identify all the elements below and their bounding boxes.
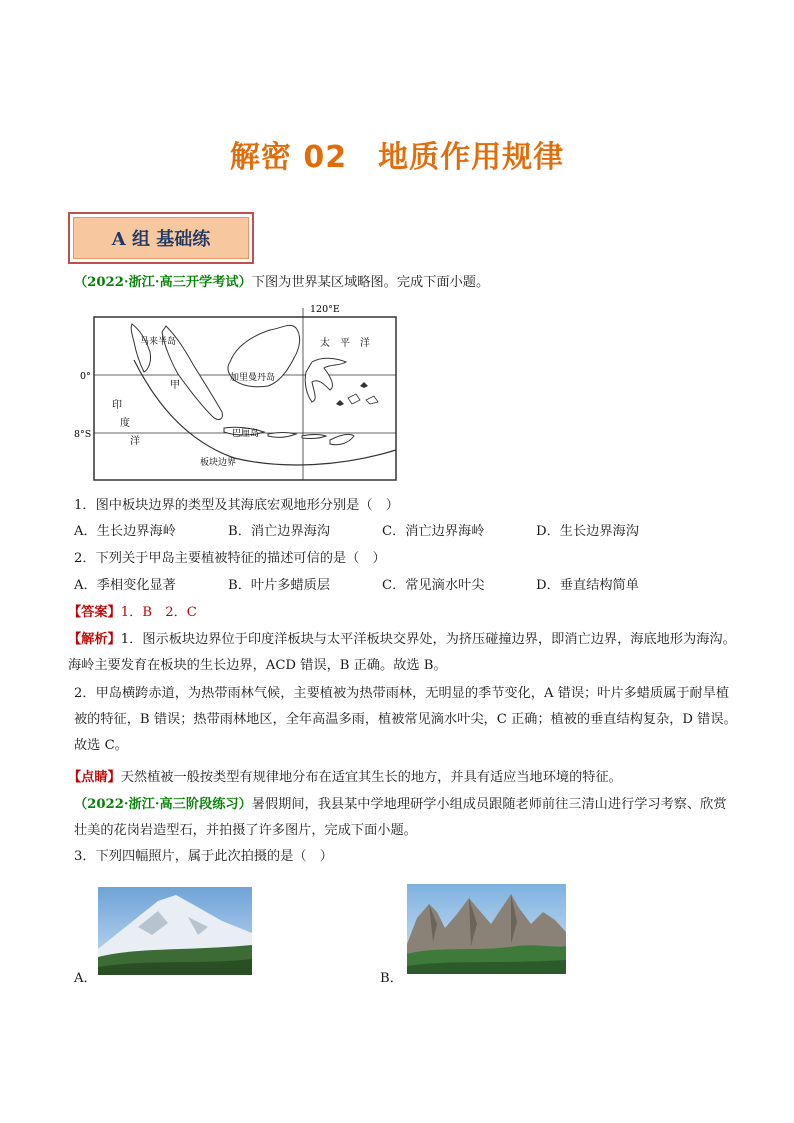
tip-text: 天然植被一般按类型有规律地分布在适宜其生长的地方，并具有适应当地环境的特征。: [120, 770, 622, 785]
analysis-p1: [68, 627, 738, 679]
map-label-indian-1: 印: [112, 400, 122, 411]
answer-tag: 【答案】: [68, 605, 121, 620]
tip-tag: 【点睛】: [68, 770, 121, 785]
map-label-indian-3: 洋: [130, 436, 140, 447]
photo-a-svg: [98, 887, 252, 975]
group-label: A 组 基础练: [73, 217, 249, 259]
q3-label-b: B．: [380, 971, 403, 986]
answer-text: 1．B 2．C: [120, 605, 197, 620]
question-1-stem: 1．图中板块边界的类型及其海底宏观地形分别是（ ）: [74, 498, 399, 513]
region-map: [74, 300, 404, 485]
source-tag-2: （2022·浙江·高三阶段练习）: [74, 797, 252, 812]
map-label-boundary: 板块边界: [200, 458, 237, 468]
q1-option-c: C．消亡边界海岭: [382, 524, 485, 539]
photo-a-snow-mountain: [98, 887, 252, 975]
tip-line: [68, 768, 622, 788]
map-label-jia: 甲: [170, 380, 180, 391]
lon-label: 120°E: [310, 304, 340, 315]
answer-line: [68, 603, 197, 623]
q1-option-d: D．生长边界海沟: [536, 524, 639, 539]
map-label-bali: 巴厘岛: [232, 429, 260, 439]
question-intro-2: [74, 792, 738, 844]
question-2-stem: 2．下列关于甲岛主要植被特征的描述可信的是（ ）: [74, 551, 386, 566]
group-label-box: [68, 212, 254, 264]
analysis-p2: [74, 681, 738, 759]
page-title: 解密 02 地质作用规律: [229, 140, 565, 175]
q3-label-a: A．: [74, 971, 97, 986]
intro-text: 下图为世界某区域略图。完成下面小题。: [251, 275, 490, 290]
photo-b-svg: [407, 884, 566, 974]
region-map-svg: [74, 300, 404, 485]
analysis-p2-text: 2．甲岛横跨赤道，为热带雨林气候，主要植被为热带雨林，无明显的季节变化，A 错误；叶片多蜡质属于耐旱植被的特征，B 错误；热带雨林地区，全年高温多雨，植被常见滴水叶尖，C 正确；植被的垂直结构复杂，D 错误。故选 C。: [74, 686, 737, 753]
source-tag: （2022·浙江·高三开学考试）: [74, 275, 252, 290]
map-label-pacific: 太 平 洋: [320, 338, 370, 349]
analysis-tag: 【解析】: [68, 632, 121, 647]
analysis-p1-text: 1．图示板块边界位于印度洋板块与太平洋板块交界处，为挤压碰撞边界，即消亡边界，海底地形为海沟。海岭主要发育在板块的生长边界，ACD 错误，B 正确。故选 B。: [68, 632, 736, 673]
q2-option-b: B．叶片多蜡质层: [228, 578, 331, 593]
q2-option-c: C．常见滴水叶尖: [382, 578, 485, 593]
map-label-malay: 马来半岛: [140, 337, 177, 347]
lat-label-0: 0°: [80, 371, 91, 382]
question-3-stem: 3．下列四幅照片，属于此次拍摄的是（ ）: [74, 849, 333, 864]
q1-option-a: A．生长边界海岭: [74, 524, 176, 539]
photo-b-granite-peaks: [407, 884, 566, 974]
map-label-kalimantan: 加里曼丹岛: [230, 373, 276, 383]
lat-label-8s: 8°S: [74, 429, 92, 440]
question-intro-1: [74, 273, 489, 293]
q2-option-a: A．季相变化显著: [74, 578, 176, 593]
q1-option-b: B．消亡边界海沟: [228, 524, 331, 539]
intro-2-text: 暑假期间，我县某中学地理研学小组成员跟随老师前往三清山进行学习考察、欣赏壮美的花岗岩造型石，并拍摄了许多图片，完成下面小题。: [74, 797, 727, 838]
map-label-indian-2: 度: [120, 418, 130, 429]
q2-option-d: D．垂直结构简单: [536, 578, 639, 593]
